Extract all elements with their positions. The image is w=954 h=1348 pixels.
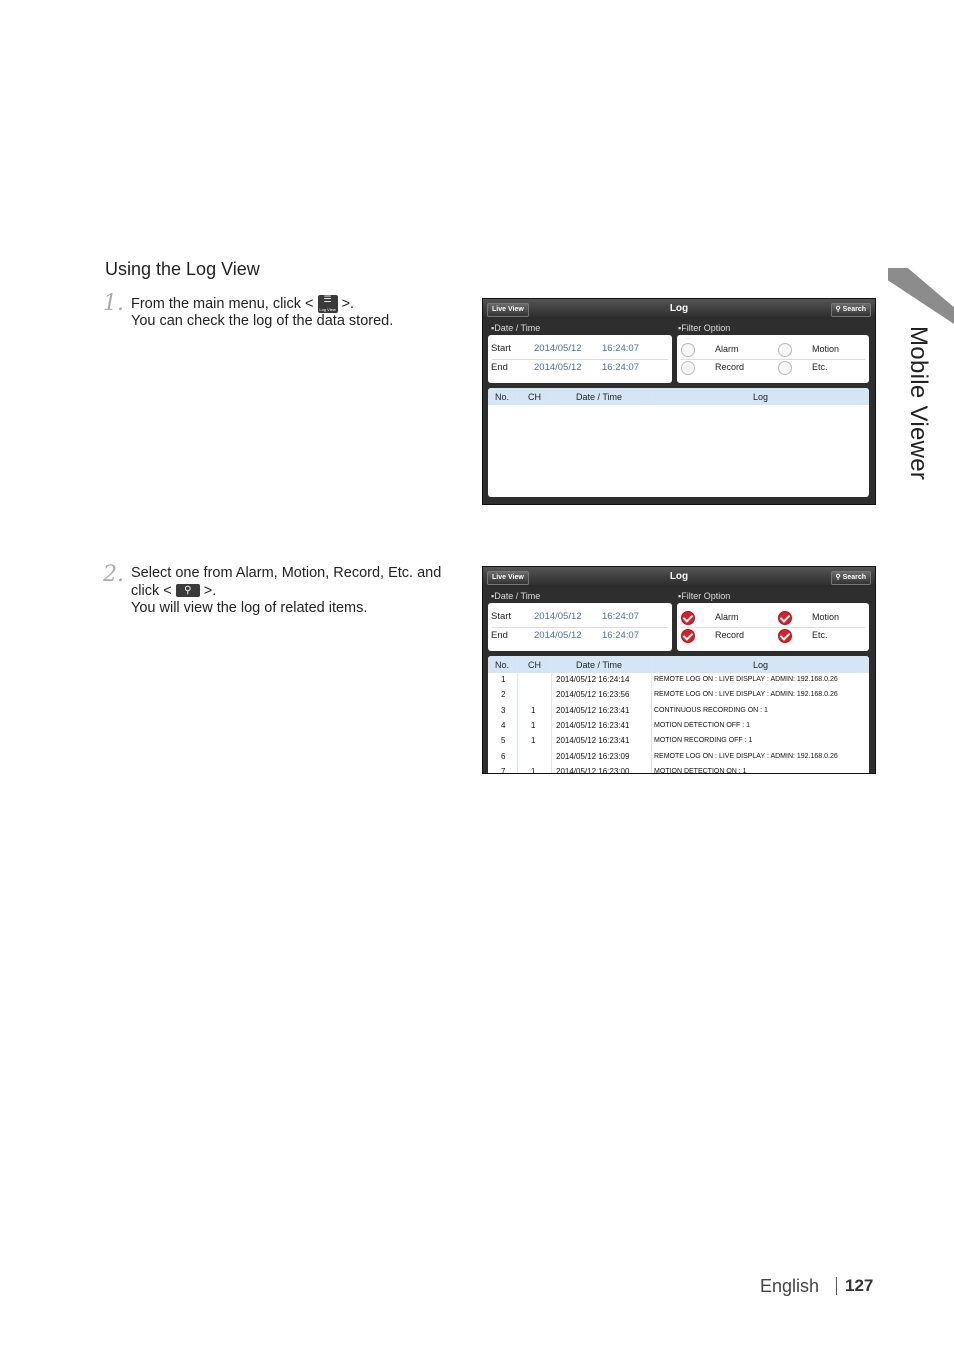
log-table: [488, 388, 869, 497]
cell-ch: 1: [531, 736, 536, 746]
divider: [681, 627, 865, 628]
cell-date-time: 2014/05/12 16:23:41: [556, 720, 630, 730]
alarm-label: Alarm: [715, 344, 739, 354]
record-label: Record: [715, 362, 745, 372]
table-row[interactable]: [488, 750, 869, 765]
cell-date-time: 2014/05/12 16:24:14: [556, 675, 630, 684]
start-date[interactable]: 2014/05/12: [534, 343, 582, 354]
search-icon: ⚲: [835, 306, 841, 313]
motion-checkbox[interactable]: [778, 611, 792, 625]
search-icon: ⚲: [835, 574, 841, 581]
step-1-line-2: You can check the log of the data stored.: [131, 313, 394, 330]
cell-no: 7: [501, 766, 506, 774]
col-date-time: Date / Time: [576, 392, 623, 402]
search-button[interactable]: [831, 303, 871, 317]
col-date-time: Date / Time: [576, 660, 623, 670]
cell-no: 3: [501, 705, 506, 715]
alarm-label: Alarm: [715, 612, 739, 622]
col-divider: [551, 388, 552, 405]
log-table: [488, 656, 869, 774]
table-row[interactable]: [488, 719, 869, 734]
date-time-box: [488, 603, 672, 651]
table-row[interactable]: [488, 673, 869, 688]
cell-ch: 1: [531, 705, 536, 715]
end-label: End: [491, 630, 508, 641]
log-view-icon-caption: Log View: [319, 307, 336, 312]
table-row[interactable]: [488, 688, 869, 703]
etc-checkbox[interactable]: [778, 361, 792, 375]
step-2-line-3: You will view the log of related items.: [131, 600, 368, 616]
live-view-button[interactable]: Live View: [487, 303, 529, 317]
end-row[interactable]: [488, 362, 672, 380]
cell-date-time: 2014/05/12 16:23:00: [556, 766, 630, 774]
search-icon: ⚲: [176, 584, 200, 597]
start-row[interactable]: [488, 611, 672, 629]
page-number: 127: [845, 1276, 874, 1295]
filter-box: [677, 603, 869, 651]
step-1-text: [131, 295, 466, 331]
record-label: Record: [715, 630, 745, 640]
chapter-title: Mobile Viewer: [905, 326, 932, 481]
search-button-label: Search: [842, 574, 866, 581]
top-bar: [483, 567, 875, 587]
record-checkbox[interactable]: [681, 629, 695, 643]
log-screen-results: [482, 566, 876, 774]
step-2-line-2b: >.: [203, 582, 217, 599]
footer-divider: [836, 1277, 837, 1295]
start-date[interactable]: 2014/05/12: [534, 611, 582, 622]
alarm-checkbox[interactable]: [681, 343, 695, 357]
cell-log: CONTINUOUS RECORDING ON : 1: [654, 706, 768, 714]
cell-log: REMOTE LOG ON : LIVE DISPLAY : ADMIN: 192.168.0.26: [654, 676, 838, 683]
col-divider: [651, 388, 652, 405]
cell-ch: 1: [531, 766, 536, 774]
side-tab-wedge: [888, 268, 954, 324]
step-2-text: [131, 565, 461, 618]
col-divider: [517, 388, 518, 405]
live-view-button[interactable]: Live View: [487, 571, 529, 585]
cell-log: REMOTE LOG ON : LIVE DISPLAY : ADMIN: 192.168.0.26: [654, 752, 838, 760]
col-no: No.: [495, 392, 510, 402]
cell-no: 1: [501, 675, 506, 684]
end-date[interactable]: 2014/05/12: [534, 362, 582, 373]
start-time[interactable]: 16:24:07: [602, 343, 639, 354]
col-log: Log: [753, 660, 769, 670]
cell-date-time: 2014/05/12 16:23:41: [556, 705, 630, 715]
start-row[interactable]: [488, 343, 672, 361]
date-time-label: ▪ Date / Time: [491, 323, 540, 333]
step-1-line-1b: >.: [341, 295, 355, 312]
divider: [681, 359, 865, 360]
step-1-line-1a: From the main menu, click <: [131, 295, 314, 312]
date-time-box: [488, 335, 672, 383]
cell-ch: 1: [531, 720, 536, 730]
cell-log: MOTION DETECTION OFF : 1: [654, 721, 751, 729]
end-row[interactable]: [488, 630, 672, 648]
end-time[interactable]: 16:24:07: [602, 362, 639, 373]
search-button[interactable]: [831, 571, 871, 585]
table-row[interactable]: [488, 704, 869, 719]
cell-log: MOTION RECORDING OFF : 1: [654, 737, 753, 745]
log-view-icon: ☰ Log View: [319, 294, 336, 312]
screen-title: Log: [669, 303, 689, 314]
step-2-line-2a: click <: [131, 582, 172, 599]
step-2-line-1: Select one from Alarm, Motion, Record, Etc. and: [131, 565, 442, 581]
date-time-label: ▪ Date / Time: [491, 591, 540, 601]
start-time[interactable]: 16:24:07: [602, 611, 639, 622]
motion-label: Motion: [812, 344, 840, 354]
etc-label: Etc.: [812, 362, 828, 372]
end-date[interactable]: 2014/05/12: [534, 630, 582, 641]
section-title: Using the Log View: [105, 259, 260, 279]
col-log: Log: [753, 392, 769, 402]
filter-box: [677, 335, 869, 383]
cell-no: 2: [501, 690, 506, 700]
table-header: [488, 656, 869, 673]
filter-option-label: ▪ Filter Option: [678, 323, 730, 333]
filter-option-label: ▪ Filter Option: [678, 591, 730, 601]
search-button-label: Search: [842, 306, 866, 313]
alarm-checkbox[interactable]: [681, 611, 695, 625]
step-1-number: 1.: [103, 291, 124, 316]
end-time[interactable]: 16:24:07: [602, 630, 639, 641]
table-header: [488, 388, 869, 405]
screen-title: Log: [669, 571, 689, 582]
cell-no: 4: [501, 720, 506, 730]
log-screen-empty: [482, 298, 876, 505]
record-checkbox[interactable]: [681, 361, 695, 375]
col-ch: CH: [528, 660, 541, 670]
motion-label: Motion: [812, 612, 840, 622]
table-row[interactable]: [488, 734, 869, 749]
cell-log: MOTION DETECTION ON : 1: [654, 767, 747, 774]
cell-no: 6: [501, 751, 506, 761]
col-no: No.: [495, 660, 510, 670]
etc-label: Etc.: [812, 630, 828, 640]
start-label: Start: [491, 611, 512, 622]
start-label: Start: [491, 343, 512, 354]
cell-date-time: 2014/05/12 16:23:41: [556, 736, 630, 746]
cell-date-time: 2014/05/12 16:23:56: [556, 690, 630, 700]
col-ch: CH: [528, 392, 541, 402]
cell-date-time: 2014/05/12 16:23:09: [556, 751, 630, 761]
footer-language: English: [760, 1276, 820, 1296]
step-2-number: 2.: [103, 562, 124, 587]
chapter-side-tab: [888, 268, 954, 498]
table-row[interactable]: [488, 765, 869, 774]
cell-log: REMOTE LOG ON : LIVE DISPLAY : ADMIN: 192.168.0.26: [654, 691, 838, 699]
top-bar: [483, 299, 875, 319]
etc-checkbox[interactable]: [778, 629, 792, 643]
motion-checkbox[interactable]: [778, 343, 792, 357]
cell-no: 5: [501, 736, 506, 746]
end-label: End: [491, 362, 508, 373]
